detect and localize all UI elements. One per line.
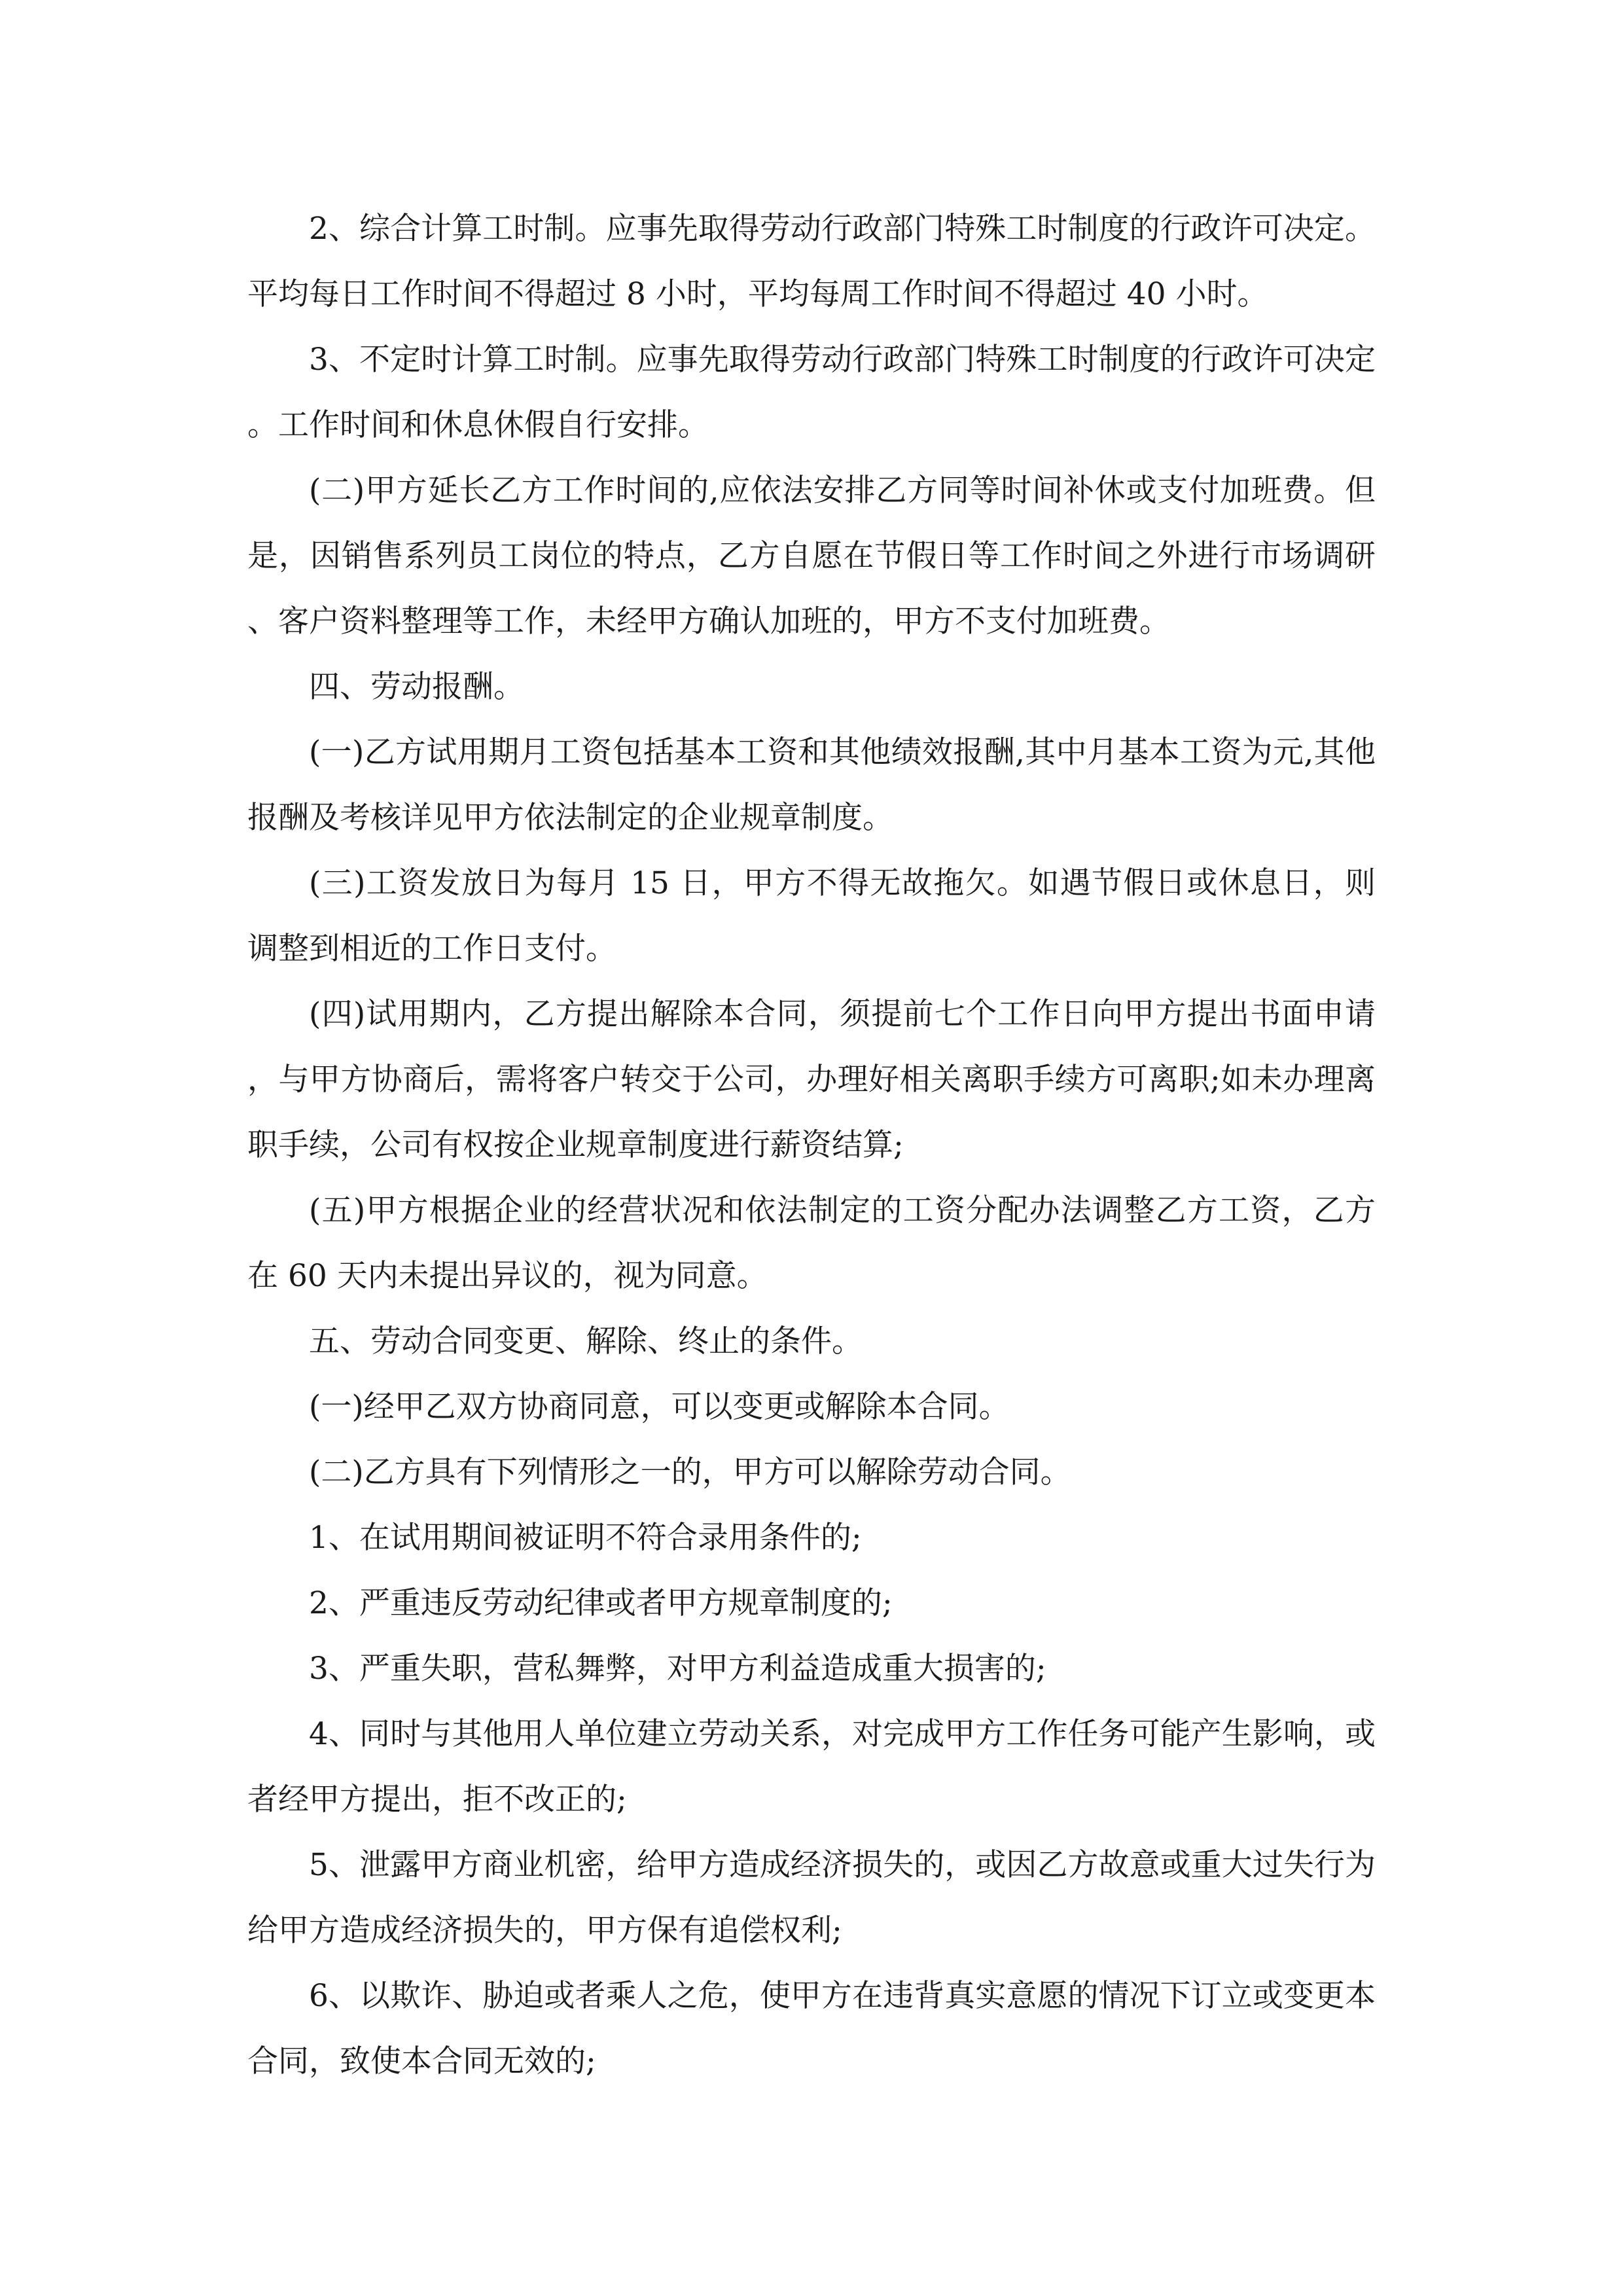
paragraph-mutual-agreement: (一)经甲乙双方协商同意，可以变更或解除本合同。 [309, 1389, 1010, 1425]
paragraph-termination-conditions: (二)乙方具有下列情形之一的，甲方可以解除劳动合同。 [309, 1454, 1071, 1490]
list-item-condition-6: 6、以欺诈、胁迫或者乘人之危，使甲方在违背真实意愿的情况下订立或变更本合同，致使本合同无效的; [247, 1978, 1376, 2079]
list-item-condition-4: 4、同时与其他用人单位建立劳动关系，对完成甲方工作任务可能产生影响，或者经甲方提出，拒不改正的; [247, 1716, 1376, 1818]
paragraph-probation-salary: (一)乙方试用期月工资包括基本工资和其他绩效报酬,其中月基本工资为元,其他报酬及考核详见甲方依法制定的企业规章制度。 [247, 734, 1376, 836]
section-heading-contract-change: 五、劳动合同变更、解除、终止的条件。 [309, 1323, 863, 1359]
list-item-condition-1: 1、在试用期间被证明不符合录用条件的; [309, 1520, 862, 1556]
paragraph-salary-adjustment: (五)甲方根据企业的经营状况和依法制定的工资分配办法调整乙方工资，乙方在 60 天内未提出异议的，视为同意。 [247, 1193, 1376, 1294]
list-item-condition-3: 3、严重失职，营私舞弊，对甲方利益造成重大损害的; [309, 1651, 1046, 1687]
paragraph-hours-flexible: 3、不定时计算工时制。应事先取得劳动行政部门特殊工时制度的行政许可决定。工作时间和休息休假自行安排。 [247, 342, 1376, 443]
list-item-condition-2: 2、严重违反劳动纪律或者甲方规章制度的; [309, 1585, 893, 1621]
section-heading-remuneration: 四、劳动报酬。 [309, 669, 524, 705]
paragraph-hours-comprehensive: 2、综合计算工时制。应事先取得劳动行政部门特殊工时制度的行政许可决定。平均每日工作时间不得超过 8 小时，平均每周工作时间不得超过 40 小时。 [247, 211, 1376, 312]
paragraph-overtime: (二)甲方延长乙方工作时间的,应依法安排乙方同等时间补休或支付加班费。但是，因销售系列员工岗位的特点，乙方自愿在节假日等工作时间之外进行市场调研、客户资料整理等工作，未经甲方确认加班的，甲方不支付加班费。 [247, 473, 1376, 639]
document-body [247, 196, 1376, 2094]
list-item-condition-5: 5、泄露甲方商业机密，给甲方造成经济损失的，或因乙方故意或重大过失行为给甲方造成经济损失的，甲方保有追偿权利; [247, 1847, 1376, 1948]
paragraph-payday: (三)工资发放日为每月 15 日，甲方不得无故拖欠。如遇节假日或休息日，则调整到相近的工作日支付。 [247, 865, 1376, 967]
paragraph-probation-resignation: (四)试用期内，乙方提出解除本合同，须提前七个工作日向甲方提出书面申请，与甲方协商后，需将客户转交于公司，办理好相关离职手续方可离职;如未办理离职手续，公司有权按企业规章制度进行薪资结算; [247, 996, 1376, 1163]
